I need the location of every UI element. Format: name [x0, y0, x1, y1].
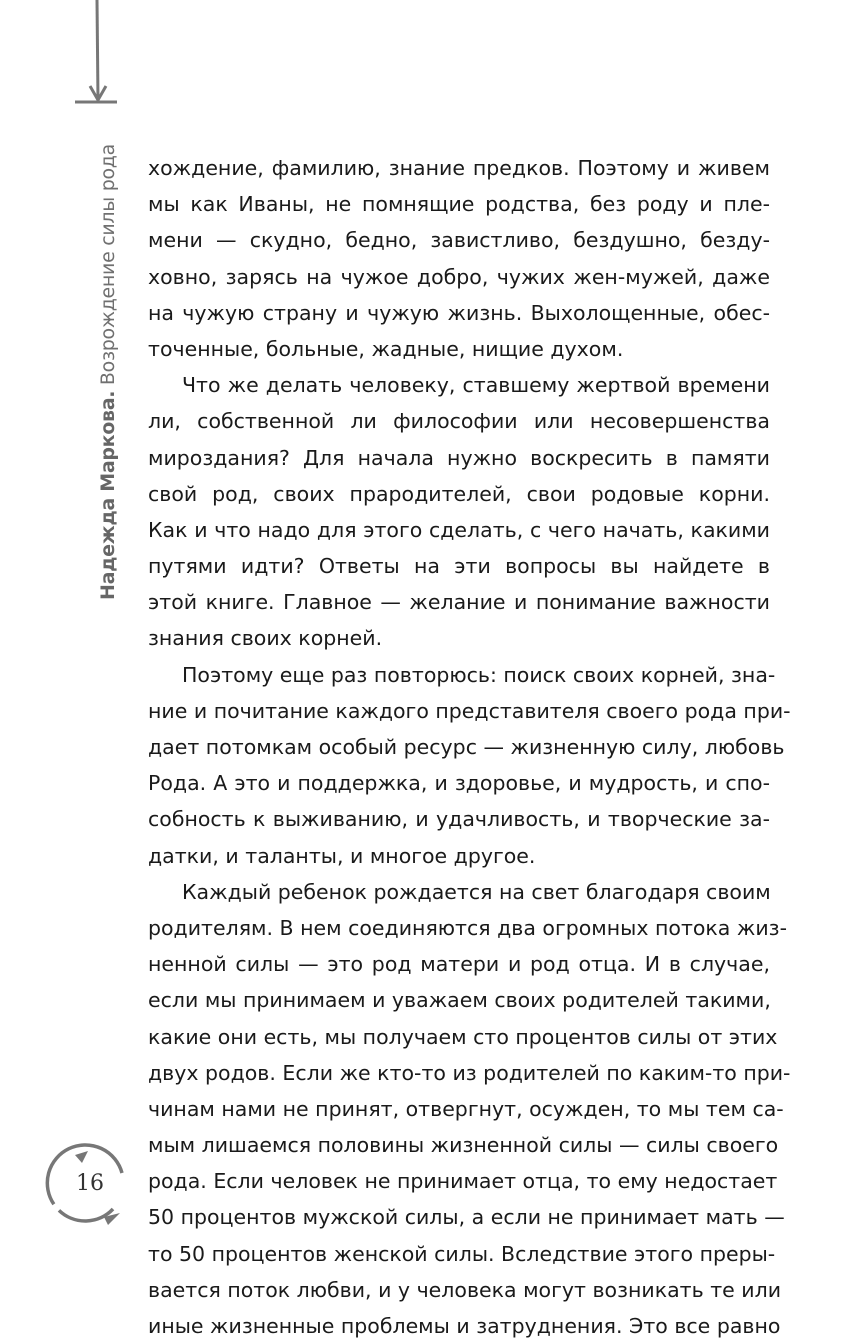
text-line: дает потомкам особый ресурс — жизненную силу, любовь — [148, 735, 785, 759]
text-line: если мы принимаем и уважаем своих родителей такими, — [148, 988, 771, 1013]
author-name: Надежда Маркова. — [97, 390, 119, 600]
text-line: знания своих корней. — [148, 626, 383, 651]
text-line: точенные, больные, жадные, нищие духом. — [148, 336, 624, 361]
text-line: ховно, зарясь на чужое добро, чужих жен-мужей, даже — [148, 264, 770, 289]
text-line: родителям. В нем соединяются два огромных потока жиз- — [148, 915, 787, 940]
text-line: хождение, фамилию, знание предков. Поэтому и живем — [148, 156, 770, 180]
text-line: этой книге. Главное — желание и понимание важности — [148, 590, 770, 615]
text-line: собность к выживанию, и удачливость, и творческие за- — [148, 807, 770, 832]
text-line: двух родов. Если же кто-то из родителей по каким-то при- — [148, 1060, 791, 1085]
text-line: датки, и таланты, и многое другое. — [148, 843, 536, 868]
text-line: Каждый ребенок рождается на свет благодаря своим — [182, 879, 771, 904]
text-line: Рода. А это и поддержка, и здоровье, и мудрость, и спо- — [148, 771, 770, 796]
text-line: мироздания? Для начала нужно воскресить в памяти — [148, 445, 770, 470]
text-line: ненной силы — это род матери и род отца. И в случае, — [148, 952, 770, 977]
text-line: Что же делать человеку, ставшему жертвой времени — [182, 373, 770, 398]
text-line: чинам нами не принят, отвергнут, осужден, то мы тем са- — [148, 1096, 784, 1121]
text-line: мым лишаемся половины жизненной силы — силы своего — [148, 1133, 779, 1158]
text-line: Поэтому еще раз повторюсь: поиск своих корней, зна- — [182, 662, 776, 687]
page-number: 16 — [76, 1170, 104, 1196]
book-title: Возрождение силы рода — [97, 144, 119, 386]
text-line: свой род, своих прародителей, свои родовые корни. — [148, 481, 770, 506]
text-line: на чужую страну и чужую жизнь. Выхолощенные, обес- — [148, 300, 770, 325]
text-line: вается поток любви, и у человека могут возникать те или — [148, 1277, 782, 1302]
text-line: 50 процентов мужской силы, а если не принимает мать — — [148, 1205, 785, 1230]
text-line: ние и почитание каждого представителя своего рода при- — [148, 698, 791, 723]
text-line: какие они есть, мы получаем сто процентов силы от этих — [148, 1024, 778, 1049]
text-line: мы как Иваны, не помнящие родства, без роду и пле- — [148, 192, 770, 217]
text-line: путями идти? Ответы на эти вопросы вы найдете в — [148, 554, 770, 579]
text-line: иные жизненные проблемы и затруднения. Это все равно — [148, 1314, 781, 1338]
text-line: то 50 процентов женской силы. Вследствие этого преры- — [148, 1241, 776, 1266]
running-header — [97, 120, 119, 600]
body-text — [148, 150, 791, 1344]
page-number-badge — [40, 1133, 140, 1233]
text-line: рода. Если человек не принимает отца, то ему недостает — [148, 1169, 778, 1194]
text-line: мени — скудно, бедно, завистливо, бездушно, безду- — [148, 228, 770, 253]
text-line: Как и что надо для этого сделать, с чего начать, какими — [148, 517, 770, 542]
arrow-down-icon — [70, 0, 130, 110]
text-line: ли, собственной ли философии или несовершенства — [148, 409, 770, 434]
